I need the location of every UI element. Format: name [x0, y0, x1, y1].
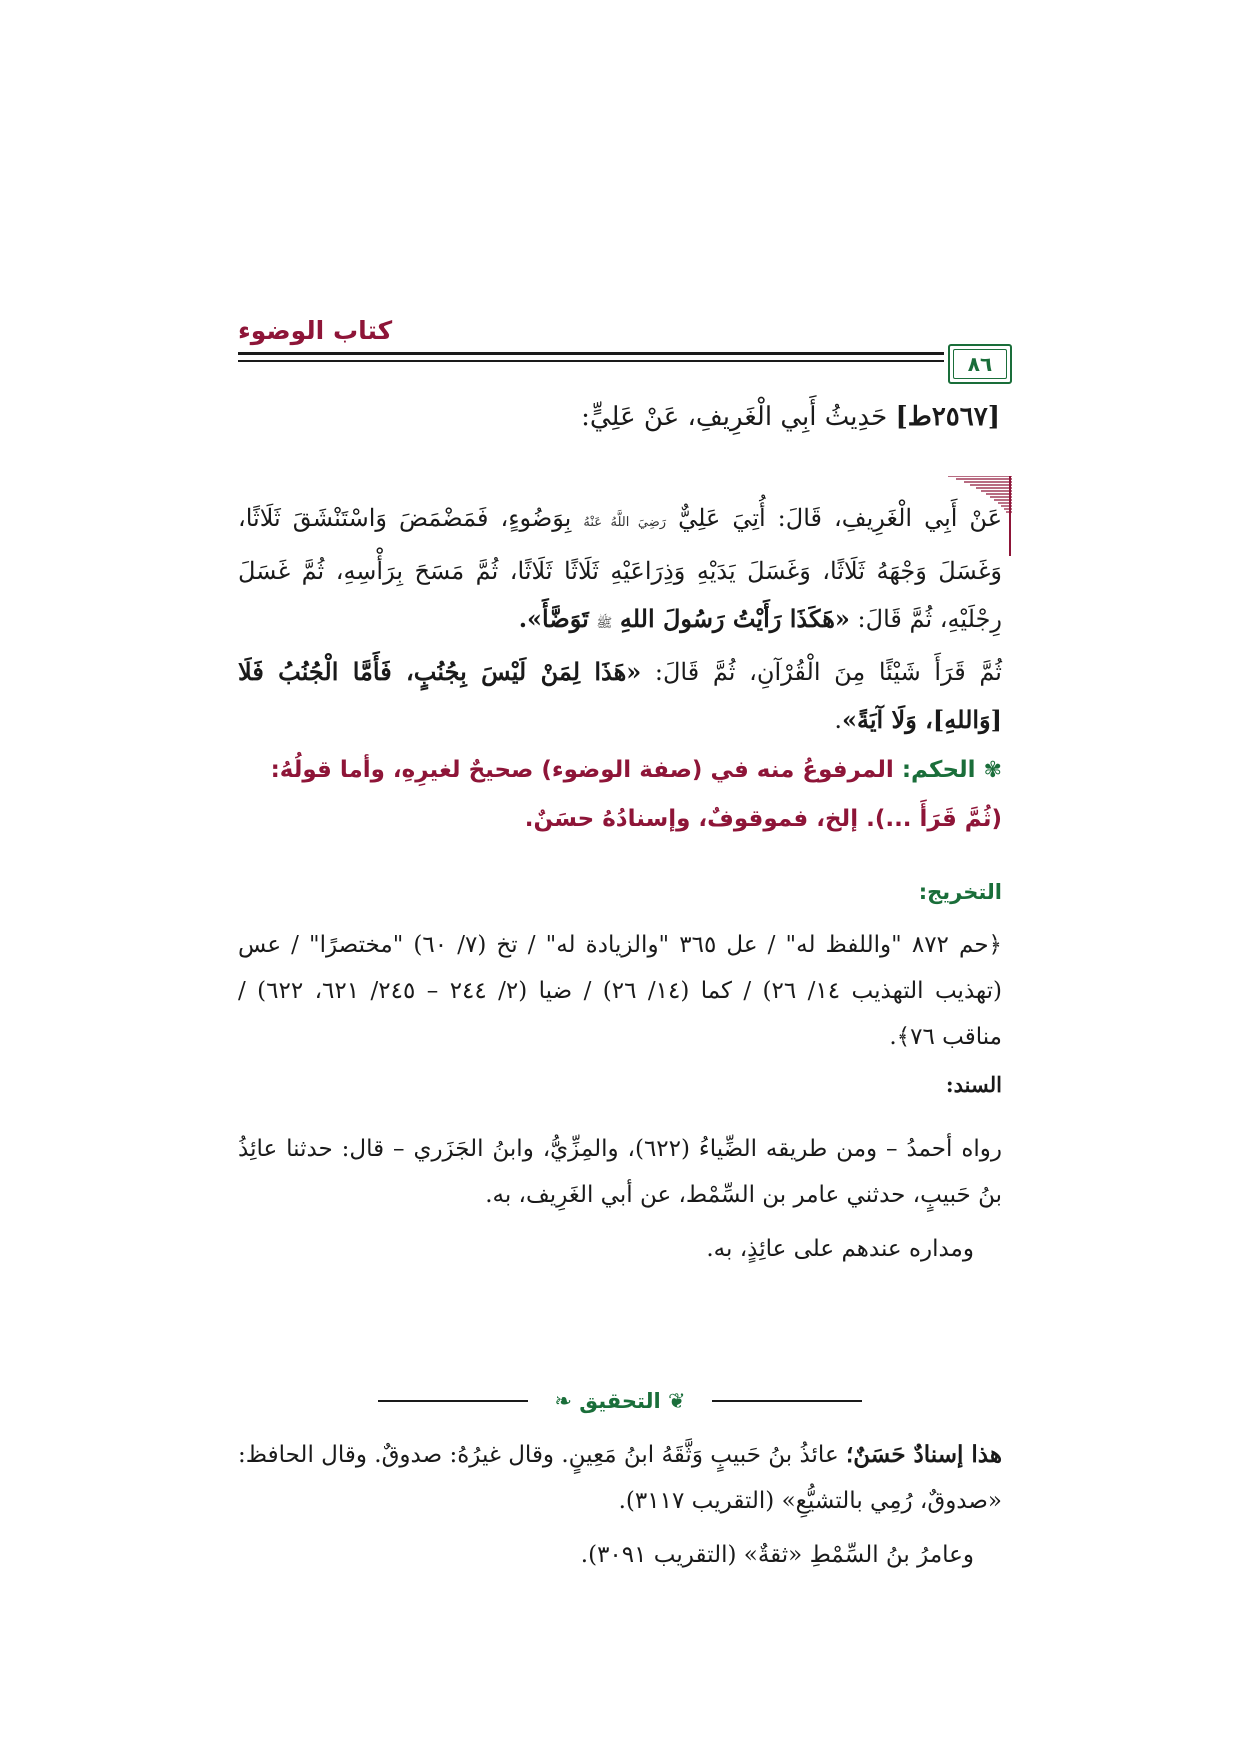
- sanad-paragraph: ومداره عندهم على عائِذٍ، به.: [706, 1236, 974, 1262]
- tahqiq-paragraph: [238, 1432, 1002, 1524]
- hadith-text-part: عَنْ أَبِي الْغَرِيفِ، قَالَ: أُتِيَ عَلِيٌّ: [678, 504, 1003, 532]
- hadith-paragraph: [238, 494, 1002, 648]
- ruling-text: المرفوعُ منه في (صفة الوضوء) صحيحٌ لغيرِهِ، وأما قولُهُ: (ثُمَّ قَرَأَ ...). إلخ، فموقوفٌ، وإسنادُهُ حسَنٌ.: [270, 757, 1002, 832]
- takhrij-text: [238, 922, 1002, 1060]
- ornament-icon: ❦: [660, 1389, 686, 1413]
- hadith-heading: [240, 402, 1000, 432]
- hadith-number: [٢٥٦٧ط]: [895, 402, 1000, 432]
- takhrij-label: التخريج:: [918, 880, 1002, 904]
- tahqiq-body: عائذُ بنُ حَبيبٍ وَثَّقَهُ ابنُ مَعِينٍ. وقال غيرُهُ: صدوقٌ. وقال الحافظ: «صدوقٌ، رُمِي بالتشيُّعِ» (التقريب ٣١١٧).: [238, 1442, 1002, 1514]
- header-rule-left: [238, 352, 944, 355]
- header-rule-left-second: [238, 360, 944, 362]
- page-number: ٨٦: [967, 352, 993, 376]
- tahqiq-text: [238, 1432, 1002, 1578]
- takhrij-paragraph: ﴿حم ٨٧٢ "واللفظ له" / عل ٣٦٥ "والزيادة له" / تخ (٧/ ٦٠) "مختصرًا" / عس (تهذيب التهذيب ١٤/ ٢٦) / كما (١٤/ ٢٦) / ضيا (٢/ ٢٤٤ – ٢٤٥/ ٦٢١، ٦٢٢) / مناقب ٧٦﴾.: [238, 932, 1003, 1050]
- book-title: كتاب الوضوء: [238, 316, 393, 345]
- rosette-icon: ✾: [983, 758, 1002, 783]
- ruling-label: الحكم:: [901, 757, 976, 783]
- page-number-badge: [948, 344, 1012, 384]
- hadith-paragraph: [238, 648, 1002, 744]
- salawat-glyph: ﷺ: [596, 616, 613, 631]
- ruling-paragraph: [238, 746, 1002, 843]
- prophetic-quote: «هَذَا لِمَنْ لَيْسَ بِجُنُبٍ، فَأَمَّا الْجُنُبُ فَلَا [وَاللهِ]، وَلَا آيَةً»: [238, 657, 1002, 734]
- hadith-text-part: ثُمَّ قَرَأَ شَيْئًا مِنَ الْقُرْآنِ، ثُمَّ قَالَ:: [654, 658, 1002, 686]
- tahqiq-label: [378, 1388, 862, 1414]
- hadith-text-part: بِوَضُوءٍ، فَمَضْمَضَ وَاسْتَنْشَقَ ثَلَاثًا، وَغَسَلَ وَجْهَهُ ثَلَاثًا، وَغَسَلَ يَدَيْهِ وَذِرَاعَيْهِ ثَلَاثًا ثَلَاثًا، ثُمَّ مَسَحَ بِرَأْسِهِ، ثُمَّ غَسَلَ رِجْلَيْهِ، ثُمَّ قَالَ:: [238, 504, 1002, 633]
- ornament-icon: ❧: [554, 1389, 580, 1413]
- prophetic-quote-end: تَوَضَّأَ».: [518, 604, 589, 633]
- honorific-glyph: رَضِيَ اللَّهُ عَنْهُ: [583, 515, 667, 530]
- sanad-label: السند:: [945, 1072, 1002, 1097]
- prophetic-quote: «هَكَذَا رَأَيْتُ رَسُولَ اللهِ: [619, 604, 850, 633]
- tahqiq-paragraph: وعامرُ بنُ السِّمْطِ «ثقةٌ» (التقريب ٣٠٩١).: [580, 1542, 974, 1568]
- sanad-paragraph: رواه أحمدُ – ومن طريقه الضِّياءُ (٦٢٢)، والمِزِّيُّ، وابنُ الجَزَري – قال: حدثنا عائِذُ بنُ حَبيبٍ، حدثني عامر بن السِّمْط، عن أبي الغَرِيف، به.: [238, 1136, 1002, 1208]
- sanad-text: [238, 1126, 1002, 1272]
- hadith-text: [238, 494, 1002, 744]
- tahqiq-divider: [378, 1388, 862, 1414]
- ruling-block: [238, 746, 1002, 843]
- hadith-title: حَدِيثُ أَبِي الْغَرِيفِ، عَنْ عَلِيٍّ:: [581, 402, 888, 432]
- tahqiq-lead: هذا إسنادٌ حَسَنٌ؛: [845, 1441, 1003, 1468]
- tahqiq-label-text: التحقيق: [579, 1389, 661, 1413]
- hadith-text-part: .: [834, 706, 842, 734]
